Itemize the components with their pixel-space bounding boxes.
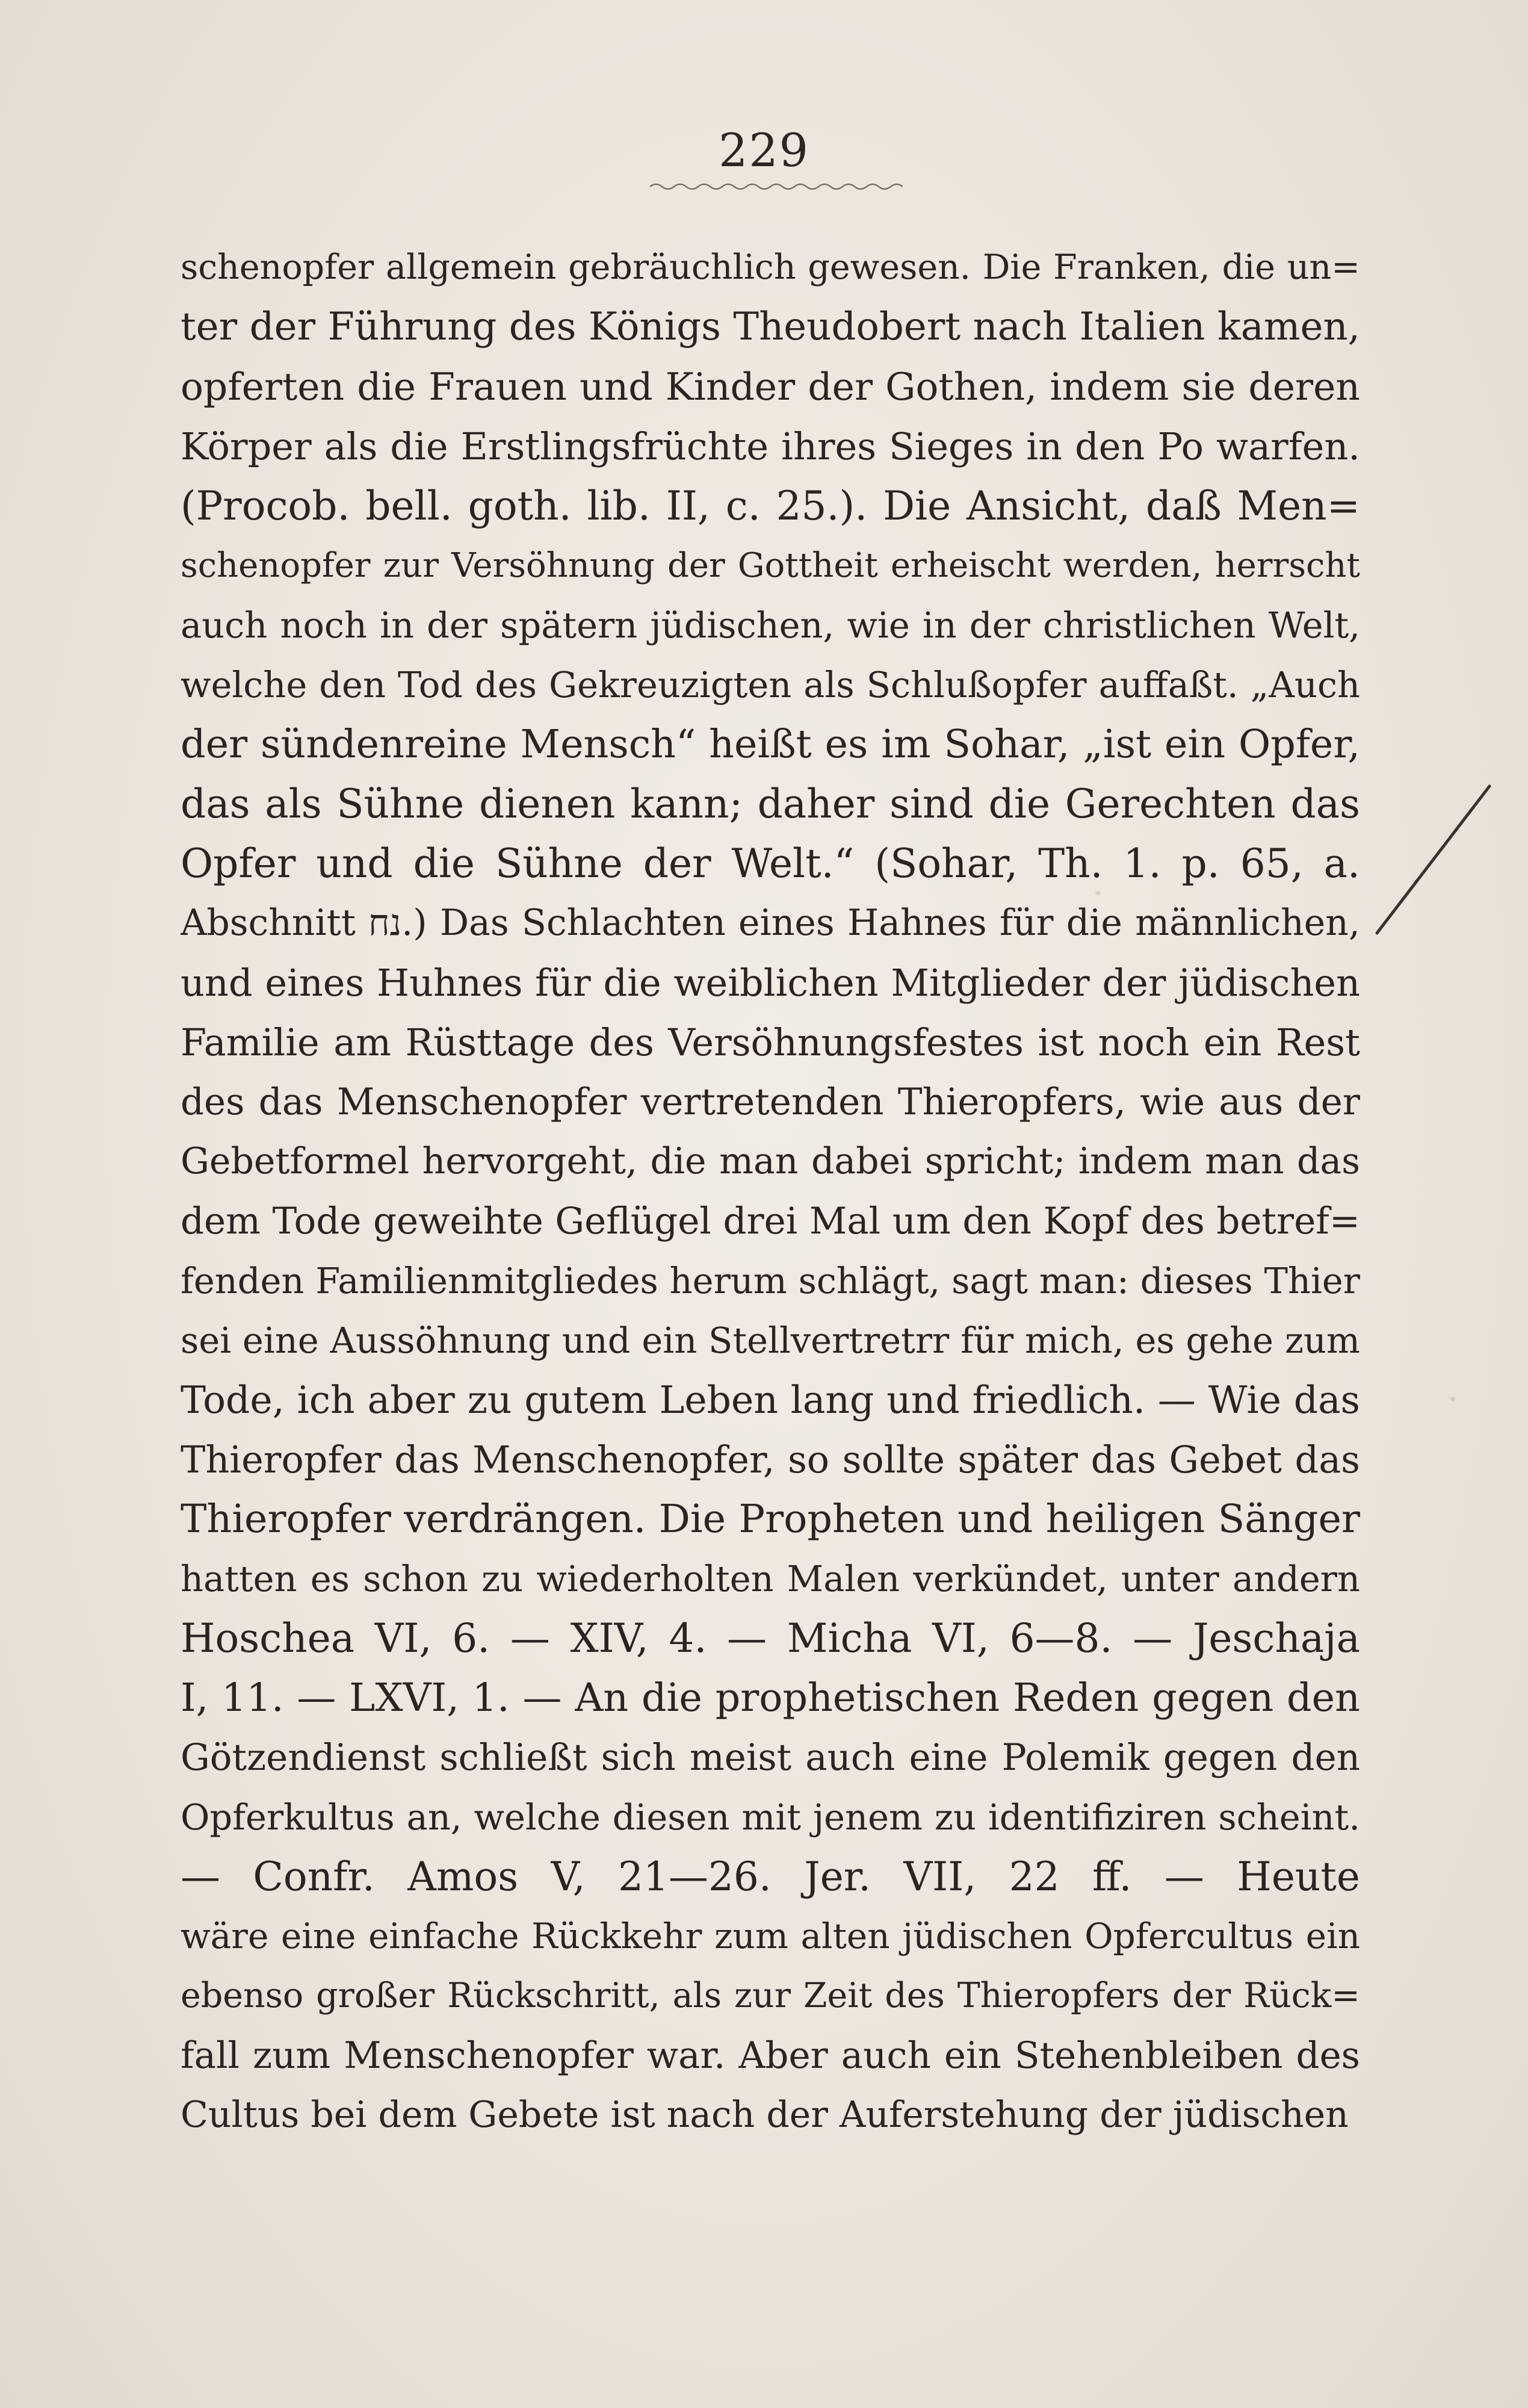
text-line: Gebetformel hervorgeht, die man dabei spricht; indem man das: [181, 1140, 1360, 1182]
text-line: Abschnitt נח.) Das Schlachten eines Hahnes für die männlichen,: [181, 902, 1360, 944]
body-text: [181, 238, 1360, 2145]
text-line: Thieropfer verdrängen. Die Propheten und heiligen Sänger: [181, 1497, 1360, 1542]
text-line: I, 11. — LXVI, 1. — An die prophetischen Reden gegen den: [181, 1675, 1360, 1721]
text-line: fenden Familienmitgliedes herum schlägt, sagt man: dieses Thier: [181, 1260, 1360, 1302]
text-line: und eines Huhnes für die weiblichen Mitglieder der jüdischen: [181, 961, 1360, 1005]
text-line: sei eine Aussöhnung und ein Stellvertretrr für mich, es gehe zum: [181, 1320, 1360, 1361]
text-line: Hoschea VI, 6. — XIV, 4. — Micha VI, 6—8. — Jeschaja: [181, 1615, 1360, 1662]
text-line: — Confr. Amos V, 21—26. Jer. VII, 22 ff. — Heute: [181, 1854, 1360, 1900]
text-line: opferten die Frauen und Kinder der Gothen, indem sie deren: [181, 365, 1360, 409]
text-line: Thieropfer das Menschenopfer, so sollte später das Gebet das: [181, 1438, 1360, 1482]
text-line: Körper als die Erstlingsfrüchte ihres Sieges in den Po warfen.: [181, 424, 1360, 468]
page-number: 229: [718, 123, 810, 177]
text-line: schenopfer zur Versöhnung der Gottheit erheischt werden, herrscht: [181, 546, 1360, 585]
pencil-margin-mark: [1366, 783, 1499, 939]
text-line: das als Sühne dienen kann; daher sind die Gerechten das: [181, 781, 1360, 827]
text-line: hatten es schon zu wiederholten Malen verkündet, unter andern: [181, 1558, 1360, 1600]
text-line: Opfer und die Sühne der Welt.“ (Sohar, Th. 1. p. 65, a.: [181, 840, 1360, 887]
text-line: des das Menschenopfer vertretenden Thieropfers, wie aus der: [181, 1081, 1360, 1123]
text-line: schenopfer allgemein gebräuchlich gewesen. Die Franken, die un=: [181, 247, 1360, 287]
text-line: fall zum Menschenopfer war. Aber auch ein Stehenbleiben des: [181, 2034, 1360, 2077]
text-line: wäre eine einfache Rückkehr zum alten jüdischen Opfercultus ein: [181, 1916, 1360, 1956]
paper-spot: [1450, 1397, 1455, 1401]
text-line: Tode, ich aber zu gutem Leben lang und friedlich. — Wie das: [181, 1378, 1360, 1422]
text-line: auch noch in der spätern jüdischen, wie in der christlichen Welt,: [181, 604, 1360, 646]
text-line: dem Tode geweihte Geflügel drei Mal um den Kopf des betref=: [181, 1200, 1360, 1243]
text-line: ebenso großer Rückschritt, als zur Zeit des Thieropfers der Rück=: [181, 1976, 1360, 2015]
text-line: (Procob. bell. goth. lib. II, c. 25.). Die Ansicht, daß Men=: [181, 483, 1360, 529]
text-line: welche den Tod des Gekreuzigten als Schlußopfer auffaßt. „Auch: [181, 664, 1360, 706]
text-line: der sündenreine Mensch“ heißt es im Sohar, „ist ein Opfer,: [181, 722, 1360, 767]
text-line: Familie am Rüsttage des Versöhnungsfestes ist noch ein Rest: [181, 1020, 1360, 1064]
text-line: Opferkultus an, welche diesen mit jenem zu identifiziren scheint.: [181, 1796, 1360, 1838]
ornamental-flourish: [650, 179, 903, 194]
text-line: Cultus bei dem Gebete ist nach der Auferstehung der jüdischen: [181, 2094, 1349, 2136]
text-line: Götzendienst schließt sich meist auch eine Polemik gegen den: [181, 1736, 1360, 1779]
text-line: ter der Führung des Königs Theudobert nach Italien kamen,: [181, 305, 1360, 349]
